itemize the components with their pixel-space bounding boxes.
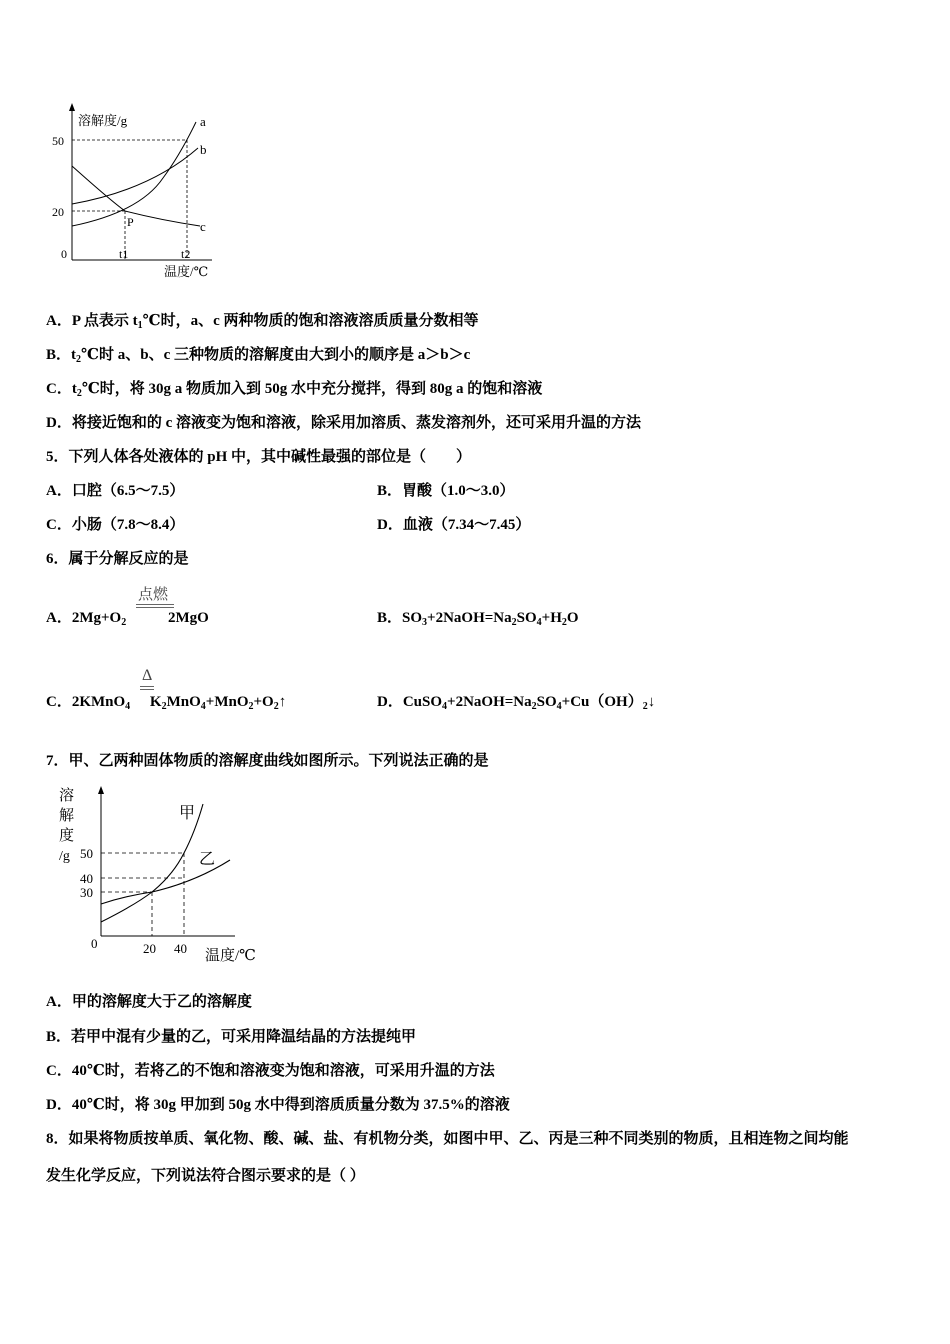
q6-option-b[interactable] xyxy=(377,608,579,633)
q6-b-s1: 3 xyxy=(422,617,428,628)
curve-b-label: b xyxy=(200,142,207,157)
q6-c-t1: C．2KMnO xyxy=(46,694,126,710)
q6-c-t4: +MnO xyxy=(205,694,249,710)
q4-b-text2: ℃时 a、b、c 三种物质的溶解度由大到小的顺序是 a＞b＞c xyxy=(81,347,471,363)
q6-b-s4: 2 xyxy=(561,617,567,628)
q5-stem: 5．下列人体各处液体的 pH 中，其中碱性最强的部位是（ ） xyxy=(46,449,472,465)
q4-c-text1: C．t xyxy=(46,381,77,397)
q6-b-s2: 2 xyxy=(511,617,517,628)
q4-option-b[interactable] xyxy=(46,345,470,370)
q6-c-s4: 2 xyxy=(248,701,254,712)
q6-d-s3: 4 xyxy=(556,701,562,712)
q6-c-s2: 2 xyxy=(161,701,167,712)
q6-c-condition: Δ xyxy=(142,667,153,684)
q6-d-t2: +2NaOH=Na xyxy=(447,694,532,710)
q7-tick-30: 30 xyxy=(80,885,93,900)
curve-yi-label: 乙 xyxy=(199,851,216,868)
q5-option-d[interactable]: D．血液（7.34～7.45） xyxy=(377,517,531,533)
x-axis-label: 温度/℃ xyxy=(164,264,209,279)
q4-option-c[interactable] xyxy=(46,379,542,404)
q7-option-b[interactable]: B．若甲中混有少量的乙，可采用降温结晶的方法提纯甲 xyxy=(46,1029,417,1045)
q6-d-t1: D．CuSO xyxy=(377,694,443,710)
q6-b-t3: SO xyxy=(516,610,537,626)
q6-b-s3: 4 xyxy=(536,617,542,628)
q6-d-s2: 2 xyxy=(531,701,537,712)
q6-option-c[interactable] xyxy=(46,692,286,717)
q7-tick-40: 40 xyxy=(80,871,93,886)
q6-c-t6: ↑ xyxy=(278,694,287,710)
q6-c-eq-line2 xyxy=(140,689,154,690)
q6-option-a[interactable] xyxy=(46,608,209,633)
solubility-chart-abc xyxy=(40,100,230,285)
q7-ylabel-3: 度 xyxy=(59,828,75,844)
q7-x-axis-label: 温度/℃ xyxy=(205,948,256,964)
q5-option-a[interactable]: A．口腔（6.5～7.5） xyxy=(46,483,185,499)
q4-c-sub: 2 xyxy=(76,388,82,399)
q7-origin: 0 xyxy=(91,936,98,951)
q6-c-s1: 4 xyxy=(125,701,131,712)
q6-c-s5: 2 xyxy=(273,701,279,712)
q6-c-s3: 4 xyxy=(200,701,206,712)
q6-b-t2: +2NaOH=Na xyxy=(427,610,512,626)
q6-stem: 6．属于分解反应的是 xyxy=(46,551,189,567)
q4-a-text1: A．P 点表示 t xyxy=(46,313,138,329)
q7-tick-x20: 20 xyxy=(143,941,156,956)
q6-d-t3: SO xyxy=(536,694,557,710)
q5-option-c[interactable]: C．小肠（7.8～8.4） xyxy=(46,517,185,533)
curve-a xyxy=(72,122,196,226)
q7-ylabel-1: 溶 xyxy=(59,788,75,804)
q7-ylabel-2: 解 xyxy=(59,808,75,824)
q6-d-s4: 2 xyxy=(642,701,648,712)
q6-a-reactants: A．2Mg+O xyxy=(46,610,122,626)
tick-t1: t1 xyxy=(119,247,129,261)
q6-a-eq-line1 xyxy=(136,604,174,605)
q4-option-a[interactable] xyxy=(46,311,479,336)
q4-a-text2: ℃时，a、c 两种物质的饱和溶液溶质质量分数相等 xyxy=(142,313,479,329)
q6-c-eq-line1 xyxy=(140,686,154,687)
q7-option-a[interactable]: A．甲的溶解度大于乙的溶解度 xyxy=(46,994,252,1010)
solubility-chart-jia-yi xyxy=(55,780,270,970)
q6-b-t1: B．SO xyxy=(377,610,423,626)
q4-option-d[interactable]: D．将接近饱和的 c 溶液变为饱和溶液，除采用加溶质、蒸发溶剂外，还可采用升温的方法 xyxy=(46,415,641,431)
q6-d-s1: 4 xyxy=(442,701,448,712)
q4-a-sub: 1 xyxy=(137,320,143,331)
q7-option-c[interactable]: C．40℃时，若将乙的不饱和溶液变为饱和溶液，可采用升温的方法 xyxy=(46,1063,495,1079)
q7-y-axis-arrow xyxy=(98,786,104,794)
q6-c-t5: +O xyxy=(253,694,274,710)
q4-b-text1: B．t xyxy=(46,347,77,363)
q6-option-d[interactable] xyxy=(377,692,655,717)
q8-stem-line2: 发生化学反应，下列说法符合图示要求的是（ ） xyxy=(46,1168,365,1184)
q7-stem: 7．甲、乙两种固体物质的溶解度曲线如图所示。下列说法正确的是 xyxy=(46,753,489,769)
y-axis-arrow xyxy=(69,103,75,111)
curve-a-label: a xyxy=(200,114,206,129)
q6-c-t2: K xyxy=(149,694,162,710)
tick-20: 20 xyxy=(52,205,64,219)
q5-option-b[interactable]: B．胃酸（1.0～3.0） xyxy=(377,483,515,499)
q6-b-t5: O xyxy=(566,610,579,626)
q6-b-t4: +H xyxy=(541,610,562,626)
q6-c-t3: MnO xyxy=(166,694,201,710)
q7-tick-50: 50 xyxy=(80,846,93,861)
tick-t2: t2 xyxy=(181,247,191,261)
q6-a-condition: 点燃 xyxy=(138,587,169,603)
curve-b xyxy=(72,148,198,204)
q6-d-t5: ↓ xyxy=(647,694,656,710)
q7-option-d[interactable]: D．40℃时，将 30g 甲加到 50g 水中得到溶质质量分数为 37.5%的溶液 xyxy=(46,1097,510,1113)
origin-label: 0 xyxy=(61,247,67,261)
q8-stem-line1: 8．如果将物质按单质、氧化物、酸、碱、盐、有机物分类，如图中甲、乙、丙是三种不同类别的物质，且相连物之间均能 xyxy=(46,1131,849,1147)
curve-c-label: c xyxy=(200,219,206,234)
q6-a-product: 2MgO xyxy=(167,610,209,626)
q7-ylabel-4: /g xyxy=(59,849,70,864)
q7-tick-x40: 40 xyxy=(174,941,187,956)
q4-b-sub: 2 xyxy=(76,354,82,365)
q4-c-text2: ℃时，将 30g a 物质加入到 50g 水中充分搅拌，得到 80g a 的饱和溶液 xyxy=(81,381,543,397)
curve-c xyxy=(72,166,200,226)
curve-jia-label: 甲 xyxy=(179,805,196,822)
y-axis-label: 溶解度/g xyxy=(78,113,128,128)
tick-50: 50 xyxy=(52,134,64,148)
q6-a-sub: 2 xyxy=(121,617,127,628)
q6-d-t4: +Cu（OH） xyxy=(561,694,643,710)
point-p-label: P xyxy=(127,215,134,229)
